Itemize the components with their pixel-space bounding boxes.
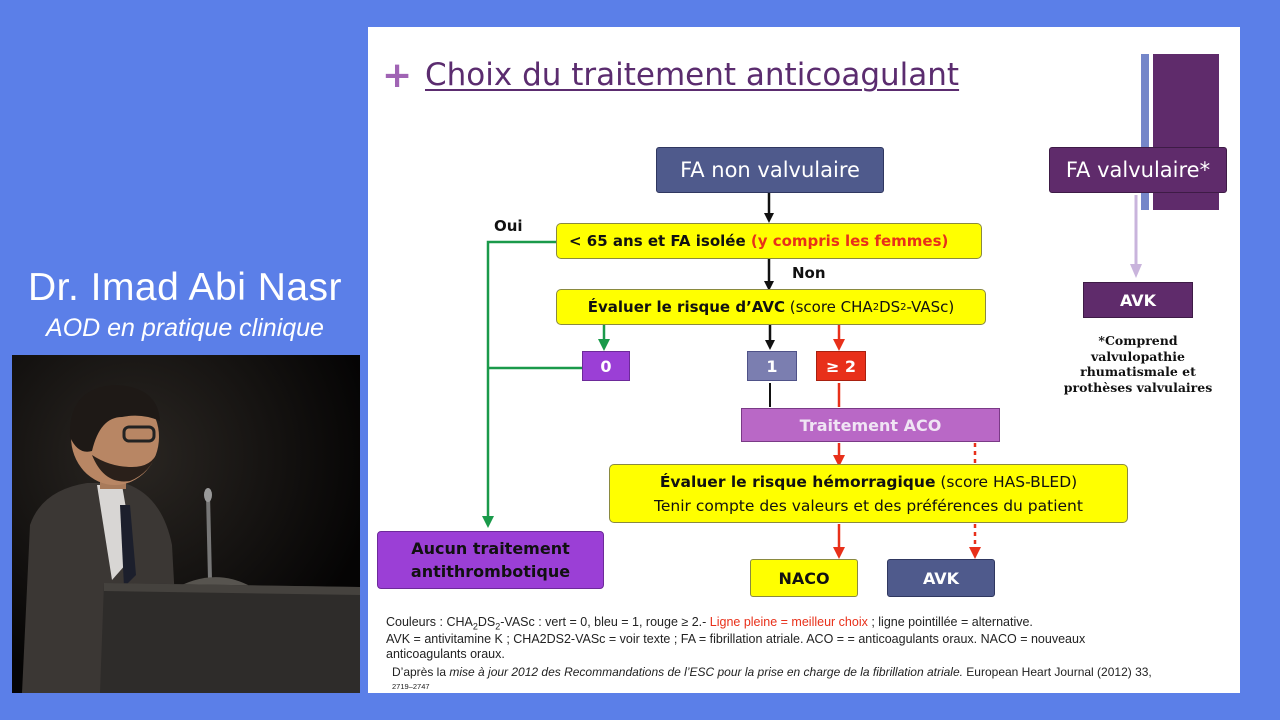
aucun-line-2: antithrombotique xyxy=(410,562,571,581)
non-label: Non xyxy=(792,264,826,282)
avc-risk-bold: Évaluer le risque d’AVC xyxy=(587,298,785,316)
naco-label: NACO xyxy=(778,568,830,588)
legend-sub-1: 2 xyxy=(472,621,478,632)
hemo-bold: Évaluer le risque hémorragique xyxy=(659,472,936,491)
ref-a: D’après la xyxy=(392,665,450,679)
score-2-label: ≥ 2 xyxy=(825,356,857,376)
age-box-red: (y compris les femmes) xyxy=(750,232,949,250)
valv-note-line-4: prothèses valvulaires xyxy=(1063,379,1213,395)
avc-risk-box xyxy=(556,289,986,325)
valv-note-line-3: rhumatismale et xyxy=(1080,364,1196,379)
valv-note-line-1: *Comprend xyxy=(1098,333,1178,348)
hemo-score: (score HAS-BLED) xyxy=(935,472,1078,491)
avk-label: AVK xyxy=(922,568,960,588)
legend-red: Ligne pleine = meilleur choix xyxy=(709,615,868,629)
hemo-line-1 xyxy=(660,470,1077,494)
avc-sub-2: 2 xyxy=(900,301,907,313)
fa-valvulaire-box xyxy=(1049,147,1227,193)
score-0-label: 0 xyxy=(600,356,612,376)
score-1-label: 1 xyxy=(766,356,778,376)
oui-label: Oui xyxy=(494,217,523,235)
score-2-box xyxy=(816,351,866,381)
reference-pages: 2719–2747 xyxy=(392,682,430,691)
age-box-main: < 65 ans et FA isolée xyxy=(569,232,751,250)
speaker-video xyxy=(12,355,360,693)
score-1-box xyxy=(747,351,797,381)
valvulaire-footnote xyxy=(1040,333,1236,395)
avc-score-b: DS xyxy=(879,298,901,316)
legend-line-3: anticoagulants oraux. xyxy=(386,647,505,661)
avk-valvulaire-box xyxy=(1083,282,1193,318)
legend-d: ; ligne pointillée = alternative. xyxy=(867,615,1033,629)
age-box xyxy=(556,223,982,259)
avc-score-c: -VASc) xyxy=(906,298,955,316)
reference-line xyxy=(392,665,1232,680)
title-plus-icon: + xyxy=(382,55,413,96)
talk-subtitle: AOD en pratique clinique xyxy=(46,314,324,342)
fa-non-valvulaire-label: FA non valvulaire xyxy=(680,158,860,182)
avc-score-a: (score CHA xyxy=(784,298,873,316)
fa-non-valvulaire-box xyxy=(656,147,884,193)
score-0-box xyxy=(582,351,630,381)
traitement-aco-label: Traitement ACO xyxy=(799,415,942,435)
aucun-line-1: Aucun traitement xyxy=(411,539,570,558)
ref-b: European Heart Journal (2012) 33, xyxy=(962,665,1152,679)
slide xyxy=(368,27,1240,693)
aucun-traitement-box xyxy=(377,531,604,589)
legend-a: Couleurs : CHA xyxy=(386,615,473,629)
traitement-aco-box xyxy=(741,408,1000,442)
naco-box xyxy=(750,559,858,597)
fa-valvulaire-label: FA valvulaire* xyxy=(1065,158,1211,182)
ref-italic: mise à jour 2012 des Recommandations de l’ESC pour la prise en charge de la fibrillation atriale. xyxy=(449,665,963,679)
legend-b: DS xyxy=(477,615,496,629)
hemo-line-2: Tenir compte des valeurs et des préférences du patient xyxy=(654,496,1083,515)
avc-sub-1: 2 xyxy=(872,301,880,313)
speaker-figure xyxy=(12,355,360,693)
valv-note-line-2: valvulopathie xyxy=(1091,348,1185,364)
hemo-risk-box xyxy=(609,464,1128,523)
legend-c: -VASc : vert = 0, bleu = 1, rouge ≥ 2.- xyxy=(500,615,710,629)
legend-sub-2: 2 xyxy=(495,621,501,632)
legend-line-2: AVK = antivitamine K ; CHA2DS2-VASc = voir texte ; FA = fibrillation atriale. ACO = = anticoagulants oraux. NACO = nouveaux xyxy=(386,632,1086,646)
avk-valvulaire-label: AVK xyxy=(1119,290,1157,310)
arrow-oui-to-aucun xyxy=(488,242,556,522)
speaker-name: Dr. Imad Abi Nasr xyxy=(27,266,343,309)
slide-title: Choix du traitement anticoagulant xyxy=(425,57,960,93)
avk-box xyxy=(887,559,995,597)
